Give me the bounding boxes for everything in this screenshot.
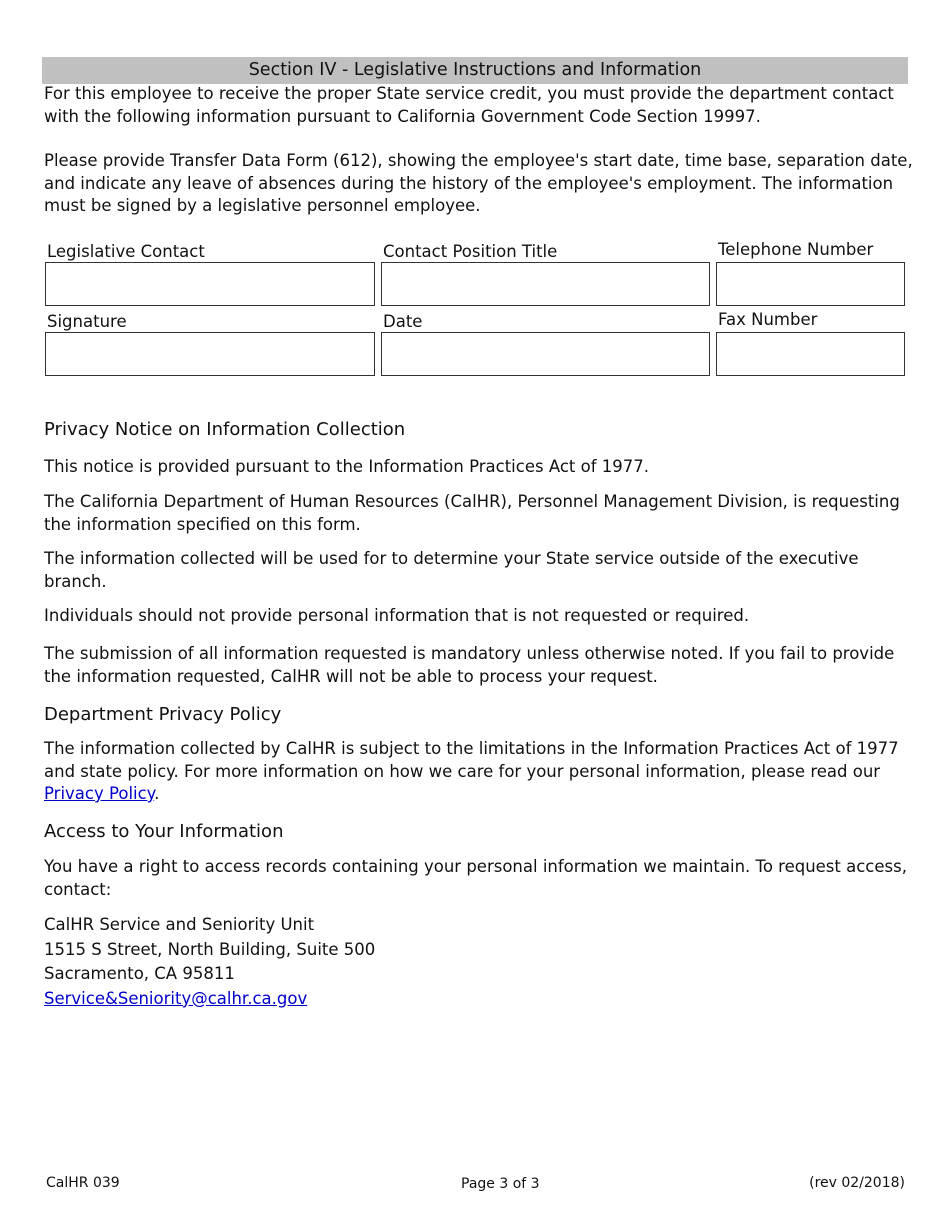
privacy-notice-heading: Privacy Notice on Information Collection (44, 419, 406, 440)
contact-position-title-label: Contact Position Title (383, 242, 558, 261)
access-paragraph: You have a right to access records containing your personal information we maintain. To request access, contact: (44, 857, 907, 899)
legislative-contact-field[interactable] (45, 262, 375, 306)
contact-address (44, 913, 914, 1011)
privacy-policy-link[interactable]: Privacy Policy (44, 784, 155, 803)
fax-number-field[interactable] (716, 332, 905, 376)
legislative-contact-label: Legislative Contact (47, 242, 205, 261)
address-line-2: 1515 S Street, North Building, Suite 500 (44, 939, 376, 959)
access-heading: Access to Your Information (44, 821, 284, 842)
privacy-paragraph-5: The submission of all information requested is mandatory unless otherwise noted. If you fail to provide the information requested, CalHR will not be able to process your request. (44, 644, 895, 686)
fax-number-label: Fax Number (718, 310, 818, 329)
signature-field[interactable] (45, 332, 375, 376)
address-line-3: Sacramento, CA 95811 (44, 964, 235, 983)
telephone-number-field[interactable] (716, 262, 905, 306)
intro-paragraph-2: Please provide Transfer Data Form (612), showing the employee's start date, time base, separation date, and indicate any leave of absences during the history of the employee's employment. The information must be signed by a legislative personnel employee. (44, 151, 913, 215)
footer-form-id: CalHR 039 (46, 1175, 120, 1191)
contact-position-title-field[interactable] (381, 262, 710, 306)
privacy-paragraph-3: The information collected will be used for to determine your State service outside of the executive branch. (44, 549, 859, 591)
date-label: Date (383, 312, 423, 331)
privacy-paragraph-4: Individuals should not provide personal information that is not requested or required. (44, 606, 750, 625)
department-privacy-policy-heading: Department Privacy Policy (44, 704, 282, 725)
privacy-paragraph-2: The California Department of Human Resources (CalHR), Personnel Management Division, is requesting the information specified on this form. (44, 492, 900, 534)
email-link[interactable]: Service&Seniority@calhr.ca.gov (44, 988, 308, 1008)
intro-paragraph-1: For this employee to receive the proper State service credit, you must provide the department contact with the following information pursuant to California Government Code Section 19997. (44, 84, 894, 126)
department-policy-period: . (154, 784, 160, 803)
department-policy-paragraph (44, 738, 914, 806)
department-policy-text: The information collected by CalHR is subject to the limitations in the Information Practices Act of 1977 and state policy. For more information on how we care for your personal information, please read our (44, 739, 899, 781)
address-line-1: CalHR Service and Seniority Unit (44, 915, 315, 934)
footer-page-number: Page 3 of 3 (461, 1176, 540, 1192)
date-field[interactable] (381, 332, 710, 376)
privacy-paragraph-1: This notice is provided pursuant to the Information Practices Act of 1977. (44, 457, 649, 476)
section-title: Section IV - Legislative Instructions and Information (42, 57, 908, 84)
footer-revision: (rev 02/2018) (809, 1175, 905, 1191)
signature-label: Signature (47, 312, 127, 331)
telephone-number-label: Telephone Number (718, 240, 874, 259)
